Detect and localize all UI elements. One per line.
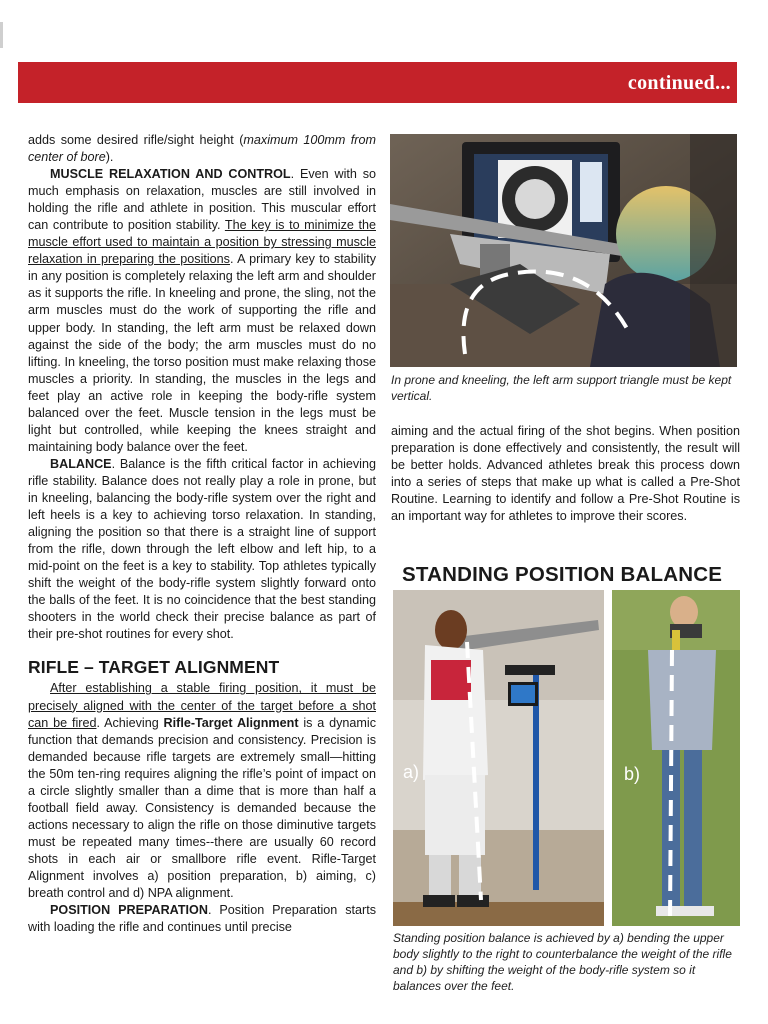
left-column (28, 132, 376, 936)
page-edge-tab (0, 22, 3, 48)
photo-b-label: b) (624, 764, 641, 784)
standing-photos-caption: Standing position balance is achieved by a) bending the upper body slightly to the right to counterbalance the weight of the rifle and b) by shifting the weight of the body-rifle system so it balances over the feet. (393, 931, 732, 993)
prone-photo-caption: In prone and kneeling, the left arm support triangle must be kept vertical. (391, 373, 732, 403)
continued-banner (18, 62, 737, 103)
paragraph-intro: adds some desired rifle/sight height (maximum 100mm from center of bore). (28, 133, 376, 165)
position-preparation-heading: POSITION PREPARATION (50, 903, 208, 918)
alignment-underlined: After establishing a stable firing position, it must be precisely aligned with the center of the target before a shot can be fired (28, 681, 376, 730)
paragraph-balance: BALANCE. Balance is the fifth critical factor in achieving rifle stability. Balance does not really play a role in prone, but in kneeling, balancing the body-rifle system over the right and left heels is a key to achieving torso relaxation. In standing, aligning the position so that there is a straight line of support from the rifle, down through the left elbow and left hip, to a mid-point on the feet is a key to stability. Top athletes typically shift the weight of the body-rifle system slightly forward onto the balls of the feet. It is no coincidence that the best standing shooters in the world check their precise balance as part of their pre-shot routines for every shot. (28, 456, 376, 642)
prone-shooter-photo (390, 134, 737, 367)
rifle-target-alignment-heading: RIFLE – TARGET ALIGNMENT (28, 657, 280, 678)
paragraph-rifle-target-alignment: After establishing a stable firing position, it must be precisely aligned with the center of the target before a shot can be fired. Achieving Rifle-Target Alignment is a dynamic function that demands precision and consistency. Precision is demanded because rifle targets are extremely small—hitting the 50m ten-ring requires aligning the rifle’s point of impact on a circle slightly smaller than a dime that is more than half a football field away. Consistency is demanded because the actions necessary to align the rifle on those diminutive targets must be repeated many times--there are usually 60 record shots in each air or smallbore rifle event. Rifle-Target Alignment involves a) position preparation, b) aiming, c) breath control and d) NPA alignment. (28, 681, 376, 901)
balance-heading: BALANCE (50, 456, 112, 471)
photo-a-label: a) (403, 762, 420, 782)
standing-position-balance-heading: STANDING POSITION BALANCE (402, 563, 723, 586)
standing-shooter-b-photo (612, 590, 740, 926)
standing-shooter-a-photo (393, 590, 604, 926)
paragraph-muscle-relaxation: MUSCLE RELAXATION AND CONTROL. Even with so much emphasis on relaxation, muscles are still involved in holding the rifle and athlete in position. This muscular effort can contribute to position stability. The key is to minimize the muscle effort used to maintain a position by stressing muscle relaxation in preparing the positions. A primary key to stability in any position is completely relaxing the left arm and shoulder as it supports the rifle. In kneeling and prone, the sling, not the arm muscles must do the work of supporting the rifle and upper body. In standing, the left arm must be relaxed down against the side of the body; the arm muscles must do no lifting. In kneeling, the torso position must make relaxing those muscles a priority. In standing, the muscles in the legs and feet play an active role in keeping the body-rifle system balanced over the feet. Muscle tension in the legs must be light but controlled, while keeping the knees straight and maintaining body balance over the feet. (28, 167, 376, 454)
banner-label: continued... (627, 72, 731, 94)
paragraph-position-preparation: POSITION PREPARATION. Position Preparation starts with loading the rifle and continues until precise (28, 903, 377, 935)
muscle-relaxation-heading: MUSCLE RELAXATION AND CONTROL (50, 167, 291, 182)
key-point-underlined: The key is to minimize the muscle effort used to maintain a position by stressing muscle relaxation in preparing the positions (28, 218, 376, 267)
paragraph-preparation-continued: aiming and the actual firing of the shot begins. When position preparation is done effectively and consistently, the result will be better holds. Advanced athletes break this process down into a series of steps that make up what is called a Pre-Shot Routine. Learning to identify and follow a Pre-Shot Routine is an important way for athletes to improve their scores. (391, 424, 740, 524)
right-column (391, 423, 740, 525)
